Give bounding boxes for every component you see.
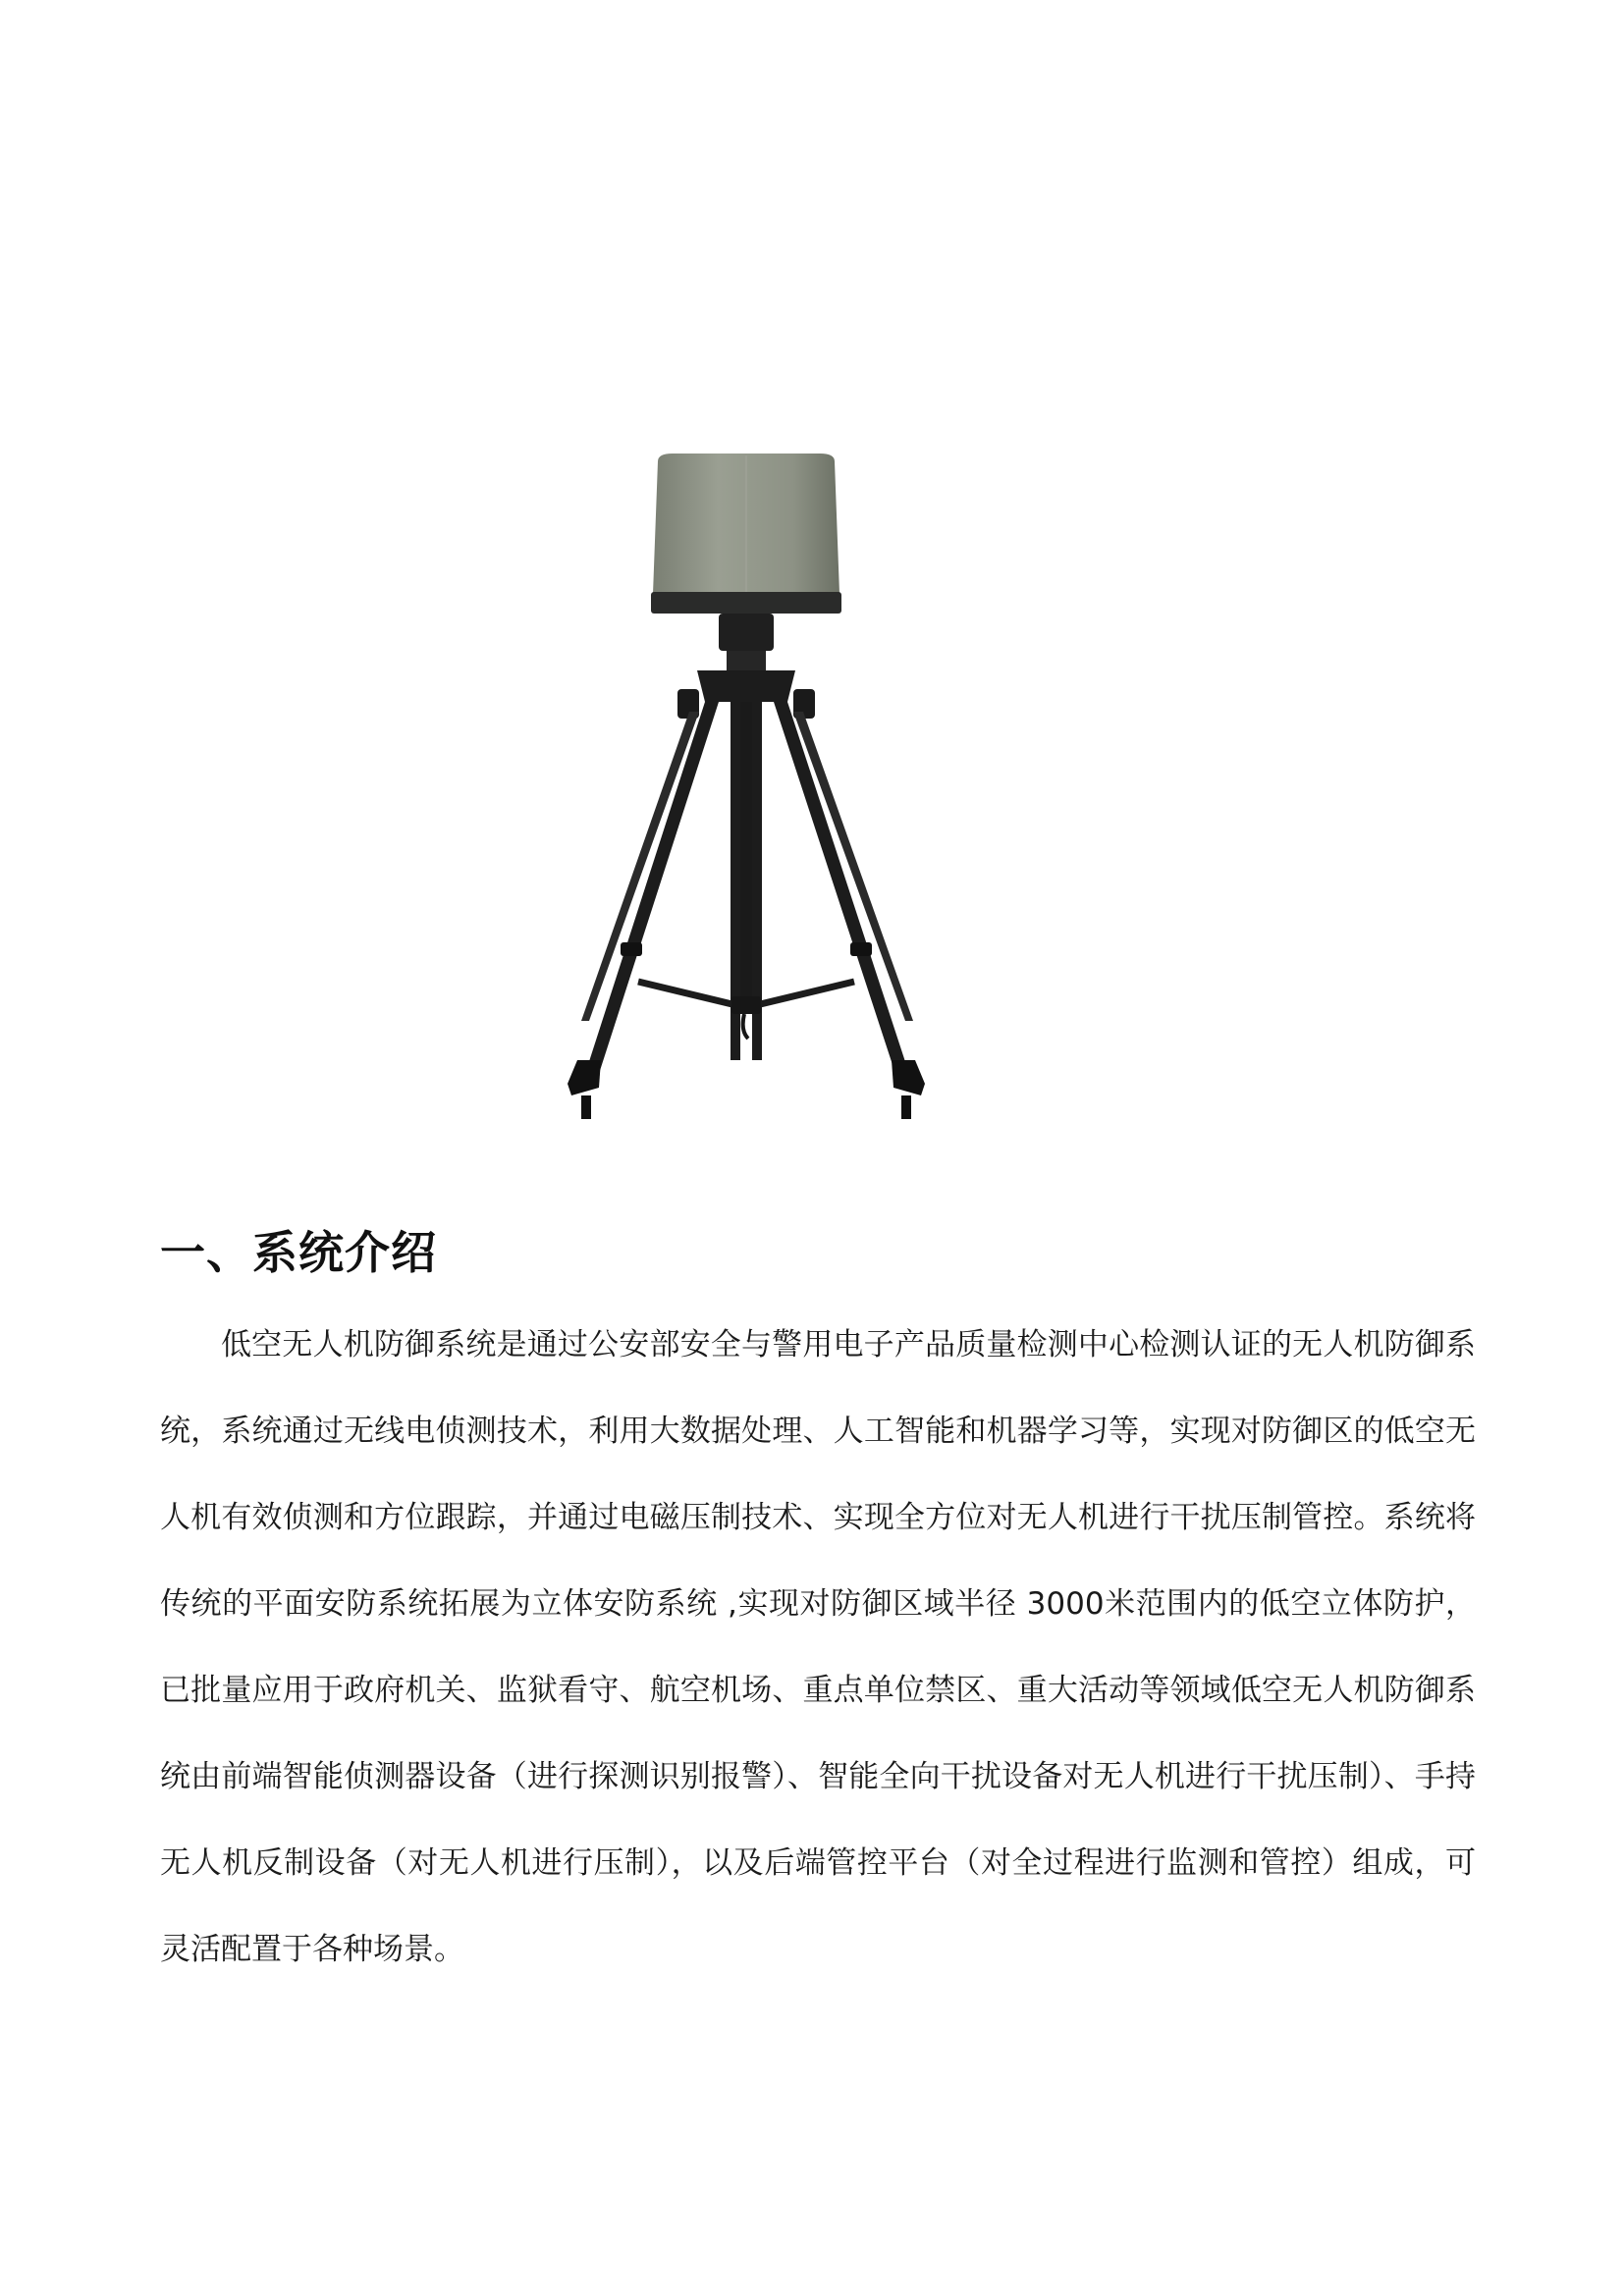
system-introduction-section [160, 1217, 1476, 1993]
detector-base-band [651, 592, 841, 614]
section-paragraph: 低空无人机防御系统是通过公安部安全与警用电子产品质量检测中心检测认证的无人机防御系统，系统通过无线电侦测技术，利用大数据处理、人工智能和机器学习等，实现对防御区的低空无人机有效侦测和方位跟踪，并通过电磁压制技术、实现全方位对无人机进行干扰压制管控。系统将传统的平面安防系统拓展为立体安防系统 ,实现对防御区域半径 3000米范围内的低空立体防护，已批量应用于政府机关、监狱看守、航空机场、重点单位禁区、重大活动等领域低空无人机防御系统由前端智能侦测器设备（进行探测识别报警）、智能全向干扰设备对无人机进行干扰压制）、手持无人机反制设备（对无人机进行压制），以及后端管控平台（对全过程进行监测和管控）组成，可灵活配置于各种场景。 [160, 1327, 1476, 1967]
section-title: 一、系统介绍 [160, 1226, 437, 1279]
tripod-leg-left [583, 702, 719, 1080]
radar-detector-tripod-icon [530, 432, 962, 1148]
tripod-leg-right [774, 702, 911, 1080]
product-image [530, 432, 962, 1148]
